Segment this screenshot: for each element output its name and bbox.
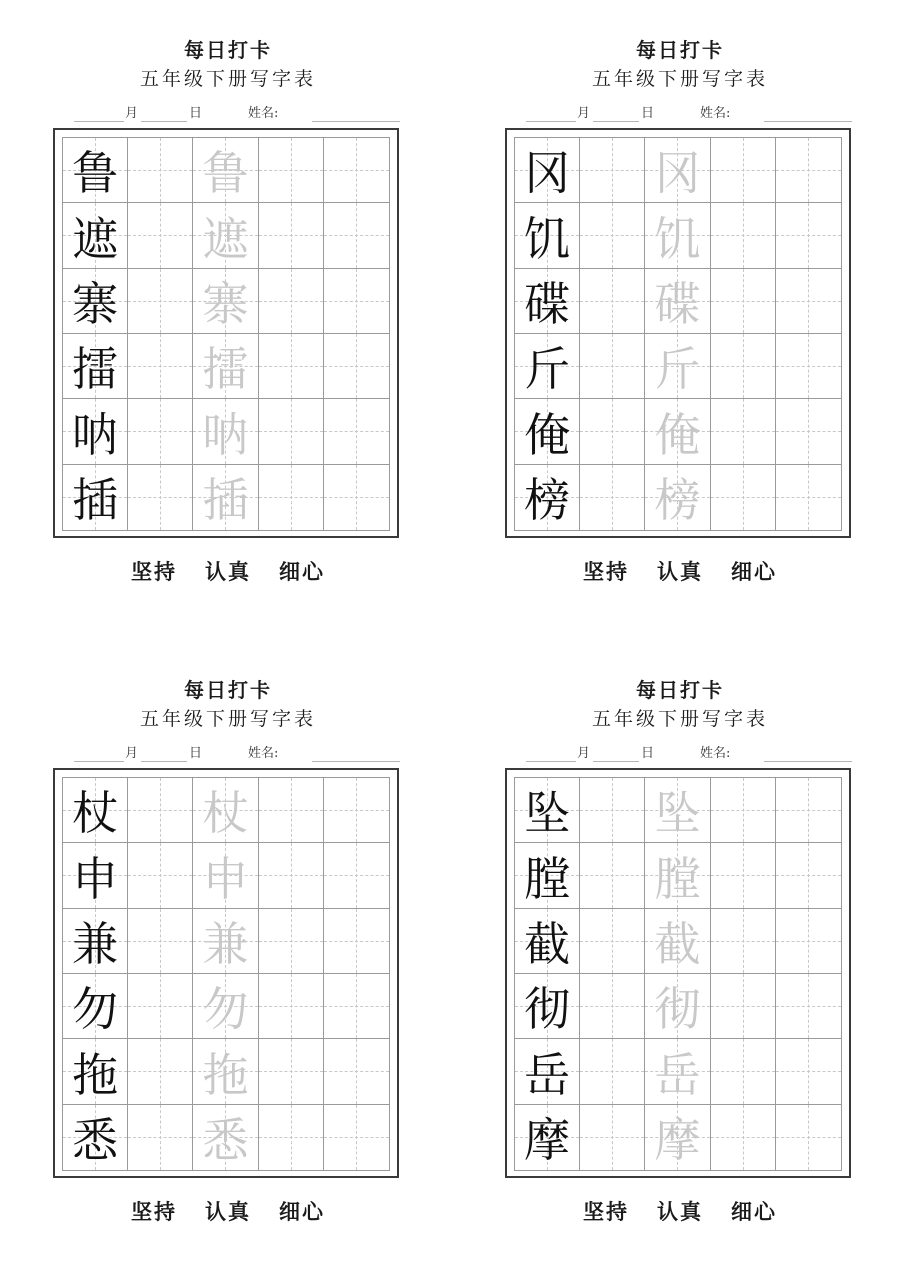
writing-cell[interactable]: [711, 399, 776, 464]
writing-cell[interactable]: [259, 1105, 324, 1170]
motto-footer: [48, 556, 408, 586]
writing-cell[interactable]: [776, 269, 841, 334]
writing-cell[interactable]: [193, 1105, 258, 1170]
writing-cell[interactable]: [259, 269, 324, 334]
month-blank[interactable]: [74, 121, 124, 122]
trace-character: 饥: [654, 211, 701, 266]
model-character: 截: [524, 916, 571, 971]
model-character: 勿: [72, 982, 119, 1037]
date-name-line: [48, 98, 408, 128]
writing-cell: [515, 974, 580, 1039]
writing-cell[interactable]: [259, 909, 324, 974]
trace-character: 呐: [202, 407, 249, 462]
writing-cell[interactable]: [128, 1039, 193, 1104]
writing-cell[interactable]: [645, 909, 710, 974]
writing-cell: [515, 203, 580, 268]
writing-cell[interactable]: [193, 778, 258, 843]
writing-cell: [63, 465, 128, 530]
month-label: 月: [125, 106, 139, 121]
month-label: 月: [125, 746, 139, 761]
writing-cell[interactable]: [580, 843, 645, 908]
writing-cell[interactable]: [711, 909, 776, 974]
name-label: 姓名:: [700, 106, 731, 121]
model-character: 冈: [524, 146, 571, 201]
writing-grid-frame: [53, 768, 399, 1178]
writing-cell: [515, 269, 580, 334]
writing-cell[interactable]: [128, 399, 193, 464]
writing-cell[interactable]: [193, 269, 258, 334]
writing-cell[interactable]: [193, 203, 258, 268]
model-character: 彻: [524, 982, 571, 1037]
writing-cell[interactable]: [324, 974, 389, 1039]
motto-word: 认真: [205, 559, 251, 584]
writing-cell: [515, 1105, 580, 1170]
writing-cell: [515, 334, 580, 399]
writing-cell[interactable]: [711, 269, 776, 334]
sheet-title: 每日打卡: [636, 678, 724, 702]
trace-character: 榜: [654, 473, 701, 528]
name-blank[interactable]: [312, 761, 400, 762]
writing-grid: [514, 777, 842, 1171]
writing-cell[interactable]: [128, 465, 193, 530]
writing-cell[interactable]: [776, 974, 841, 1039]
writing-cell[interactable]: [324, 399, 389, 464]
writing-cell: [515, 909, 580, 974]
writing-cell[interactable]: [645, 203, 710, 268]
writing-cell[interactable]: [259, 203, 324, 268]
writing-cell: [63, 1105, 128, 1170]
writing-cell[interactable]: [259, 465, 324, 530]
writing-cell: [63, 843, 128, 908]
writing-grid-frame: [505, 768, 851, 1178]
writing-cell[interactable]: [776, 1105, 841, 1170]
motto-word: 细心: [279, 1199, 325, 1224]
month-blank[interactable]: [74, 761, 124, 762]
writing-cell[interactable]: [324, 465, 389, 530]
writing-cell: [63, 269, 128, 334]
trace-character: 摩: [654, 1113, 701, 1168]
writing-cell[interactable]: [580, 465, 645, 530]
name-label: 姓名:: [248, 106, 279, 121]
trace-character: 鲁: [202, 146, 249, 201]
writing-cell[interactable]: [645, 399, 710, 464]
writing-cell[interactable]: [259, 843, 324, 908]
writing-cell[interactable]: [711, 334, 776, 399]
model-character: 拖: [72, 1047, 119, 1102]
practice-sheet: [500, 676, 860, 1226]
writing-cell[interactable]: [776, 203, 841, 268]
writing-cell[interactable]: [128, 138, 193, 203]
model-character: 岳: [524, 1047, 571, 1102]
writing-cell[interactable]: [128, 269, 193, 334]
writing-cell: [63, 909, 128, 974]
writing-cell[interactable]: [128, 1105, 193, 1170]
writing-cell[interactable]: [711, 1039, 776, 1104]
writing-cell[interactable]: [645, 1105, 710, 1170]
month-blank[interactable]: [526, 761, 576, 762]
model-character: 兼: [72, 916, 119, 971]
model-character: 俺: [524, 407, 571, 462]
writing-cell: [63, 138, 128, 203]
model-character: 杖: [72, 786, 119, 841]
writing-cell[interactable]: [193, 1039, 258, 1104]
writing-cell[interactable]: [645, 465, 710, 530]
writing-cell: [515, 138, 580, 203]
name-label: 姓名:: [700, 746, 731, 761]
writing-cell[interactable]: [128, 334, 193, 399]
trace-character: 斤: [654, 342, 701, 397]
trace-character: 兼: [202, 916, 249, 971]
writing-cell[interactable]: [580, 778, 645, 843]
writing-cell[interactable]: [645, 269, 710, 334]
trace-character: 彻: [654, 982, 701, 1037]
trace-character: 悉: [202, 1113, 249, 1168]
sheet-subtitle: 五年级下册写字表: [139, 708, 316, 730]
month-blank[interactable]: [526, 121, 576, 122]
writing-grid-frame: [53, 128, 399, 538]
trace-character: 申: [202, 851, 249, 906]
motto-word: 细心: [731, 559, 777, 584]
sheet-title: 每日打卡: [184, 38, 272, 62]
writing-cell: [63, 334, 128, 399]
writing-cell[interactable]: [128, 909, 193, 974]
trace-character: 冈: [654, 146, 701, 201]
writing-cell: [63, 778, 128, 843]
writing-cell[interactable]: [259, 778, 324, 843]
writing-cell[interactable]: [259, 334, 324, 399]
sheet-title: 每日打卡: [636, 38, 724, 62]
writing-cell[interactable]: [128, 203, 193, 268]
month-label: 月: [577, 106, 591, 121]
writing-cell[interactable]: [711, 465, 776, 530]
day-label: 日: [641, 106, 655, 121]
trace-character: 截: [654, 916, 701, 971]
motto-word: 坚持: [131, 559, 177, 584]
writing-cell[interactable]: [580, 1039, 645, 1104]
writing-cell[interactable]: [711, 778, 776, 843]
day-label: 日: [189, 746, 203, 761]
motto-word: 细心: [279, 559, 325, 584]
day-blank[interactable]: [593, 761, 639, 762]
writing-cell[interactable]: [193, 843, 258, 908]
writing-cell[interactable]: [645, 843, 710, 908]
trace-character: 坠: [654, 786, 701, 841]
model-character: 申: [72, 851, 119, 906]
model-character: 寨: [72, 276, 119, 331]
writing-cell[interactable]: [324, 334, 389, 399]
writing-grid: [62, 777, 390, 1171]
date-name-line: [48, 738, 408, 768]
day-blank[interactable]: [141, 121, 187, 122]
writing-cell[interactable]: [193, 399, 258, 464]
writing-cell[interactable]: [711, 843, 776, 908]
writing-cell: [63, 974, 128, 1039]
model-character: 呐: [72, 407, 119, 462]
model-character: 遮: [72, 211, 119, 266]
writing-cell: [63, 399, 128, 464]
motto-footer: [500, 1196, 860, 1226]
practice-sheet: [48, 676, 408, 1226]
trace-character: 寨: [202, 276, 249, 331]
writing-cell[interactable]: [193, 465, 258, 530]
writing-cell[interactable]: [193, 909, 258, 974]
writing-cell: [515, 399, 580, 464]
writing-cell[interactable]: [711, 974, 776, 1039]
motto-word: 细心: [731, 1199, 777, 1224]
day-label: 日: [189, 106, 203, 121]
sheet-title: 每日打卡: [184, 678, 272, 702]
day-blank[interactable]: [593, 121, 639, 122]
writing-cell[interactable]: [580, 399, 645, 464]
writing-cell[interactable]: [580, 909, 645, 974]
writing-cell[interactable]: [324, 843, 389, 908]
model-character: 榜: [524, 473, 571, 528]
writing-cell[interactable]: [645, 138, 710, 203]
writing-cell[interactable]: [193, 334, 258, 399]
writing-cell[interactable]: [324, 778, 389, 843]
writing-cell[interactable]: [776, 909, 841, 974]
writing-cell[interactable]: [776, 138, 841, 203]
practice-sheet: [48, 36, 408, 586]
practice-sheet: [500, 36, 860, 586]
writing-cell: [515, 778, 580, 843]
writing-cell[interactable]: [645, 778, 710, 843]
model-character: 摩: [524, 1113, 571, 1168]
writing-cell[interactable]: [776, 778, 841, 843]
name-blank[interactable]: [764, 761, 852, 762]
trace-character: 遮: [202, 211, 249, 266]
motto-word: 坚持: [131, 1199, 177, 1224]
writing-cell: [515, 465, 580, 530]
writing-grid-frame: [505, 128, 851, 538]
sheet-subtitle: 五年级下册写字表: [591, 68, 768, 90]
trace-character: 岳: [654, 1047, 701, 1102]
writing-cell[interactable]: [580, 269, 645, 334]
writing-cell[interactable]: [645, 1039, 710, 1104]
writing-cell: [63, 203, 128, 268]
model-character: 饥: [524, 211, 571, 266]
writing-cell[interactable]: [580, 138, 645, 203]
trace-character: 擂: [202, 342, 249, 397]
name-blank[interactable]: [764, 121, 852, 122]
writing-cell[interactable]: [128, 843, 193, 908]
model-character: 坠: [524, 786, 571, 841]
writing-cell[interactable]: [259, 138, 324, 203]
trace-character: 膛: [654, 851, 701, 906]
writing-cell: [515, 1039, 580, 1104]
writing-cell[interactable]: [776, 399, 841, 464]
writing-cell[interactable]: [128, 974, 193, 1039]
writing-cell[interactable]: [324, 1105, 389, 1170]
trace-character: 俺: [654, 407, 701, 462]
writing-cell[interactable]: [711, 203, 776, 268]
writing-cell[interactable]: [580, 334, 645, 399]
day-blank[interactable]: [141, 761, 187, 762]
writing-cell[interactable]: [580, 203, 645, 268]
motto-word: 坚持: [583, 1199, 629, 1224]
motto-footer: [500, 556, 860, 586]
writing-cell[interactable]: [128, 778, 193, 843]
day-label: 日: [641, 746, 655, 761]
trace-character: 勿: [202, 982, 249, 1037]
writing-cell[interactable]: [645, 974, 710, 1039]
date-name-line: [500, 98, 860, 128]
name-blank[interactable]: [312, 121, 400, 122]
writing-cell[interactable]: [193, 138, 258, 203]
motto-word: 坚持: [583, 559, 629, 584]
writing-cell[interactable]: [776, 334, 841, 399]
model-character: 插: [72, 473, 119, 528]
trace-character: 插: [202, 473, 249, 528]
writing-grid: [62, 137, 390, 531]
model-character: 鲁: [72, 146, 119, 201]
model-character: 斤: [524, 342, 571, 397]
month-label: 月: [577, 746, 591, 761]
writing-cell[interactable]: [776, 843, 841, 908]
writing-cell[interactable]: [259, 1039, 324, 1104]
model-character: 膛: [524, 851, 571, 906]
writing-cell[interactable]: [324, 138, 389, 203]
writing-cell[interactable]: [711, 138, 776, 203]
model-character: 擂: [72, 342, 119, 397]
motto-word: 认真: [657, 559, 703, 584]
sheet-subtitle: 五年级下册写字表: [139, 68, 316, 90]
writing-cell[interactable]: [259, 974, 324, 1039]
writing-cell[interactable]: [324, 909, 389, 974]
trace-character: 杖: [202, 786, 249, 841]
motto-footer: [48, 1196, 408, 1226]
model-character: 碟: [524, 276, 571, 331]
writing-cell[interactable]: [580, 974, 645, 1039]
writing-cell[interactable]: [193, 974, 258, 1039]
sheet-subtitle: 五年级下册写字表: [591, 708, 768, 730]
writing-cell[interactable]: [324, 269, 389, 334]
trace-character: 拖: [202, 1047, 249, 1102]
writing-cell[interactable]: [776, 1039, 841, 1104]
trace-character: 碟: [654, 276, 701, 331]
writing-grid: [514, 137, 842, 531]
writing-cell: [515, 843, 580, 908]
writing-cell[interactable]: [324, 1039, 389, 1104]
name-label: 姓名:: [248, 746, 279, 761]
writing-cell[interactable]: [711, 1105, 776, 1170]
writing-cell[interactable]: [580, 1105, 645, 1170]
writing-cell: [63, 1039, 128, 1104]
writing-cell[interactable]: [259, 399, 324, 464]
date-name-line: [500, 738, 860, 768]
writing-cell[interactable]: [776, 465, 841, 530]
motto-word: 认真: [657, 1199, 703, 1224]
writing-cell[interactable]: [324, 203, 389, 268]
model-character: 悉: [72, 1113, 119, 1168]
writing-cell[interactable]: [645, 334, 710, 399]
motto-word: 认真: [205, 1199, 251, 1224]
